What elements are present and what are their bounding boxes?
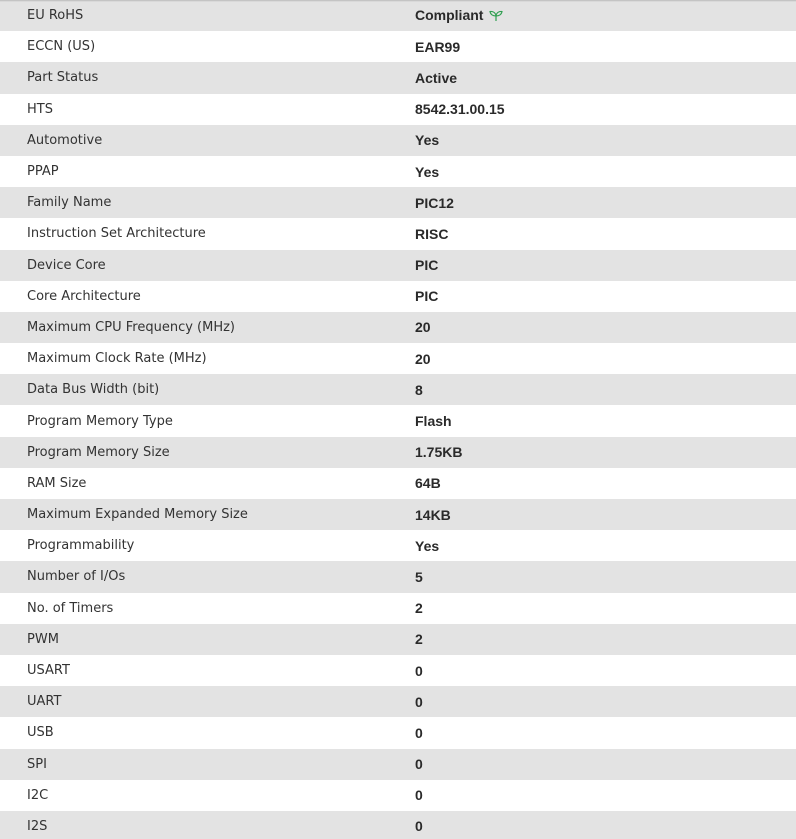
spec-value: 20 [415,319,431,336]
table-row [0,62,796,93]
spec-label: Program Memory Size [27,444,170,460]
table-row [0,125,796,156]
table-row [0,686,796,717]
spec-label: Family Name [27,195,112,211]
table-row [0,811,796,839]
spec-value: 0 [415,724,423,741]
spec-value: 1.75KB [415,444,463,461]
spec-label: I2C [27,787,49,803]
spec-value: 0 [415,756,423,773]
spec-value: 0 [415,787,423,804]
spec-value: Active [415,69,458,86]
spec-value: RISC [415,225,449,242]
table-row [0,561,796,592]
leaf-icon [489,9,503,25]
spec-value: 2 [415,631,423,648]
table-row [0,624,796,655]
table-row [0,749,796,780]
table-row [0,499,796,530]
spec-label: Part Status [27,70,99,86]
spec-label: Maximum Expanded Memory Size [27,507,248,523]
spec-value: 64B [415,475,441,492]
table-row [0,0,796,31]
spec-value: 0 [415,818,423,835]
spec-label: No. of Timers [27,600,114,616]
table-row [0,250,796,281]
spec-value: EAR99 [415,38,461,55]
spec-value: Compliant [415,6,484,23]
spec-value: 2 [415,600,423,617]
spec-label: Core Architecture [27,288,141,304]
spec-value: Yes [415,132,440,149]
table-row [0,312,796,343]
spec-label: Maximum CPU Frequency (MHz) [27,319,235,335]
spec-value: 8 [415,381,423,398]
spec-label: EU RoHS [27,8,84,24]
top-edge-shadow [0,0,796,2]
table-row [0,717,796,748]
spec-value: Yes [415,537,440,554]
spec-label: SPI [27,756,47,772]
spec-label: Data Bus Width (bit) [27,382,160,398]
table-row [0,218,796,249]
table-row [0,593,796,624]
spec-value: PIC [415,288,439,305]
table-row [0,468,796,499]
table-row [0,530,796,561]
table-row [0,780,796,811]
table-row [0,156,796,187]
spec-value: 0 [415,662,423,679]
spec-label: UART [27,694,62,710]
spec-label: HTS [27,101,53,117]
spec-label: USART [27,663,70,679]
spec-value: 0 [415,693,423,710]
table-row [0,405,796,436]
spec-label: Program Memory Type [27,413,173,429]
spec-value: 20 [415,350,431,367]
table-row [0,374,796,405]
table-row [0,281,796,312]
spec-label: Instruction Set Architecture [27,226,206,242]
table-row [0,437,796,468]
spec-value: 8542.31.00.15 [415,101,505,118]
spec-label: Maximum Clock Rate (MHz) [27,351,207,367]
spec-value: Yes [415,163,440,180]
spec-label: I2S [27,818,48,834]
table-row [0,187,796,218]
spec-label: Device Core [27,257,106,273]
spec-value: 5 [415,568,423,585]
spec-value: PIC12 [415,194,454,211]
table-row [0,94,796,125]
spec-value: 14KB [415,506,451,523]
table-row [0,343,796,374]
spec-label: USB [27,725,54,741]
spec-label: RAM Size [27,475,87,491]
spec-label: PWM [27,631,59,647]
table-row [0,31,796,62]
spec-label: PPAP [27,164,59,180]
spec-label: ECCN (US) [27,39,96,55]
spec-value: PIC [415,257,439,274]
spec-value-cell [415,0,796,31]
table-row [0,655,796,686]
spec-label: Programmability [27,538,135,554]
spec-label: Number of I/Os [27,569,126,585]
spec-label: Automotive [27,132,103,148]
spec-value: Flash [415,413,452,430]
